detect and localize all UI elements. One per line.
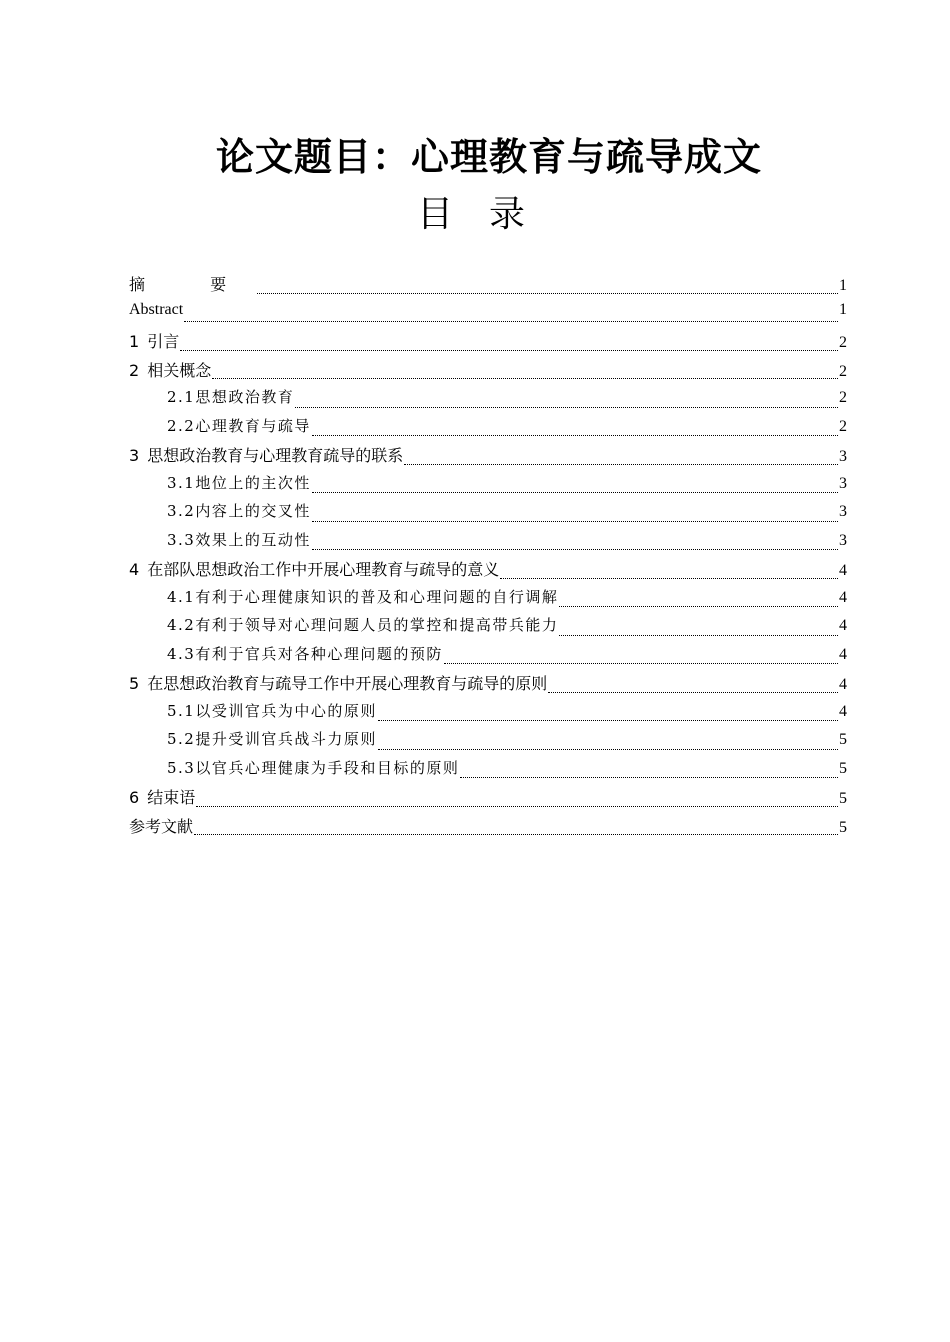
toc-entry[interactable] bbox=[129, 301, 847, 330]
toc-entry-number: 5.2 bbox=[167, 730, 196, 748]
toc-entry-number: 2.1 bbox=[167, 388, 196, 406]
toc-entry[interactable] bbox=[129, 643, 847, 672]
toc-page-number: 3 bbox=[839, 448, 847, 465]
toc-page-number: 5 bbox=[839, 759, 847, 777]
toc-leader bbox=[312, 491, 838, 493]
toc-entry[interactable] bbox=[129, 329, 847, 358]
toc-page-number: 2 bbox=[839, 389, 847, 406]
toc-leader bbox=[378, 719, 838, 721]
toc-page-number: 4 bbox=[839, 645, 847, 663]
toc-entry[interactable] bbox=[129, 586, 847, 615]
toc-entry-text: Abstract bbox=[129, 300, 184, 318]
toc-leader bbox=[559, 634, 838, 636]
toc-entry-text: 相关概念 bbox=[147, 360, 212, 380]
toc-leader bbox=[548, 691, 838, 693]
document-title: 论文题目：心理教育与疏导成文 bbox=[215, 135, 762, 179]
toc-leader bbox=[312, 520, 838, 522]
toc-leader bbox=[180, 349, 838, 351]
toc-page-number: 1 bbox=[839, 277, 847, 294]
toc-entry-text: 地位上的主次性 bbox=[195, 473, 311, 492]
toc-leader bbox=[500, 577, 838, 579]
toc-entry-number: 4 bbox=[129, 560, 140, 579]
toc-page-number: 3 bbox=[839, 503, 847, 520]
toc-page-number: 4 bbox=[839, 617, 847, 634]
toc-page-number: 2 bbox=[839, 362, 847, 380]
toc-page-number: 5 bbox=[839, 790, 847, 807]
toc-leader bbox=[378, 748, 838, 750]
toc-entry-number: 2.2 bbox=[167, 416, 196, 435]
toc-entry-number: 6 bbox=[129, 788, 140, 807]
toc-heading: 目录 bbox=[416, 194, 561, 235]
toc-page-number: 2 bbox=[839, 417, 847, 435]
toc-page-number: 4 bbox=[839, 702, 847, 720]
toc-page-number: 4 bbox=[839, 676, 847, 693]
toc-leader bbox=[312, 434, 838, 436]
toc-leader bbox=[194, 833, 838, 835]
toc-leader bbox=[184, 320, 838, 322]
toc-leader bbox=[295, 406, 838, 408]
toc-leader bbox=[212, 377, 838, 379]
toc-entry[interactable] bbox=[129, 415, 847, 444]
toc-entry[interactable] bbox=[129, 500, 847, 529]
table-of-contents bbox=[129, 272, 847, 842]
toc-entry-number: 2 bbox=[129, 360, 140, 380]
toc-page-number: 2 bbox=[839, 334, 847, 351]
toc-entry[interactable] bbox=[129, 386, 847, 415]
toc-entry-number: 5.1 bbox=[167, 701, 196, 720]
toc-entry-number: 3.2 bbox=[167, 502, 196, 520]
toc-entry[interactable] bbox=[129, 472, 847, 501]
toc-entry-number: 4.3 bbox=[167, 644, 196, 663]
toc-entry[interactable] bbox=[129, 671, 847, 700]
toc-leader bbox=[444, 662, 838, 664]
toc-entry-text: 有利于领导对心理问题人员的掌控和提高带兵能力 bbox=[195, 616, 559, 634]
toc-entry-number: 3.3 bbox=[167, 530, 196, 549]
toc-entry[interactable] bbox=[129, 700, 847, 729]
toc-entry[interactable] bbox=[129, 272, 847, 301]
toc-entry[interactable] bbox=[129, 614, 847, 643]
toc-entry-text: 思想政治教育与心理教育疏导的联系 bbox=[147, 446, 404, 465]
toc-entry-text: 有利于心理健康知识的普及和心理问题的自行调解 bbox=[195, 587, 559, 606]
toc-entry-number: 4.1 bbox=[167, 587, 196, 606]
toc-entry[interactable] bbox=[129, 443, 847, 472]
toc-entry[interactable] bbox=[129, 728, 847, 757]
toc-leader bbox=[312, 548, 838, 550]
toc-leader bbox=[404, 463, 838, 465]
toc-entry-number: 5 bbox=[129, 674, 140, 693]
toc-page-number: 4 bbox=[839, 562, 847, 579]
toc-entry-text: 在思想政治教育与疏导工作中开展心理教育与疏导的原则 bbox=[147, 674, 548, 693]
toc-entry-text: 引言 bbox=[147, 332, 180, 351]
toc-entry-text: 提升受训官兵战斗力原则 bbox=[195, 730, 377, 748]
toc-entry-number: 3.1 bbox=[167, 473, 196, 492]
toc-entry-text: 摘 要 bbox=[129, 275, 257, 294]
toc-leader bbox=[196, 805, 838, 807]
toc-entry-text: 以受训官兵为中心的原则 bbox=[195, 701, 377, 720]
toc-entry-text: 以官兵心理健康为手段和目标的原则 bbox=[195, 758, 460, 777]
toc-page-number: 5 bbox=[839, 818, 847, 836]
toc-entry[interactable] bbox=[129, 757, 847, 786]
toc-entry-number: 5.3 bbox=[167, 758, 196, 777]
toc-entry[interactable] bbox=[129, 529, 847, 558]
toc-entry-text: 思想政治教育 bbox=[195, 388, 295, 406]
toc-entry-text: 心理教育与疏导 bbox=[195, 416, 311, 435]
toc-entry-number: 4.2 bbox=[167, 616, 196, 634]
toc-entry[interactable] bbox=[129, 785, 847, 814]
toc-entry[interactable] bbox=[129, 358, 847, 387]
toc-entry[interactable] bbox=[129, 814, 847, 843]
toc-leader bbox=[460, 776, 838, 778]
toc-leader bbox=[257, 292, 838, 294]
toc-entry-text: 参考文献 bbox=[129, 816, 194, 836]
toc-page-number: 3 bbox=[839, 531, 847, 549]
toc-entry-text: 内容上的交叉性 bbox=[195, 502, 311, 520]
toc-entry-text: 结束语 bbox=[147, 788, 196, 807]
toc-page-number: 4 bbox=[839, 588, 847, 606]
toc-page-number: 5 bbox=[839, 731, 847, 748]
toc-page-number: 3 bbox=[839, 474, 847, 492]
toc-page-number: 1 bbox=[839, 300, 847, 318]
toc-entry-number: 3 bbox=[129, 446, 140, 465]
toc-entry[interactable] bbox=[129, 557, 847, 586]
toc-entry-text: 在部队思想政治工作中开展心理教育与疏导的意义 bbox=[147, 560, 500, 579]
toc-entry-text: 有利于官兵对各种心理问题的预防 bbox=[195, 644, 443, 663]
toc-entry-text: 效果上的互动性 bbox=[195, 530, 311, 549]
toc-entry-number: 1 bbox=[129, 332, 140, 351]
toc-leader bbox=[559, 605, 838, 607]
